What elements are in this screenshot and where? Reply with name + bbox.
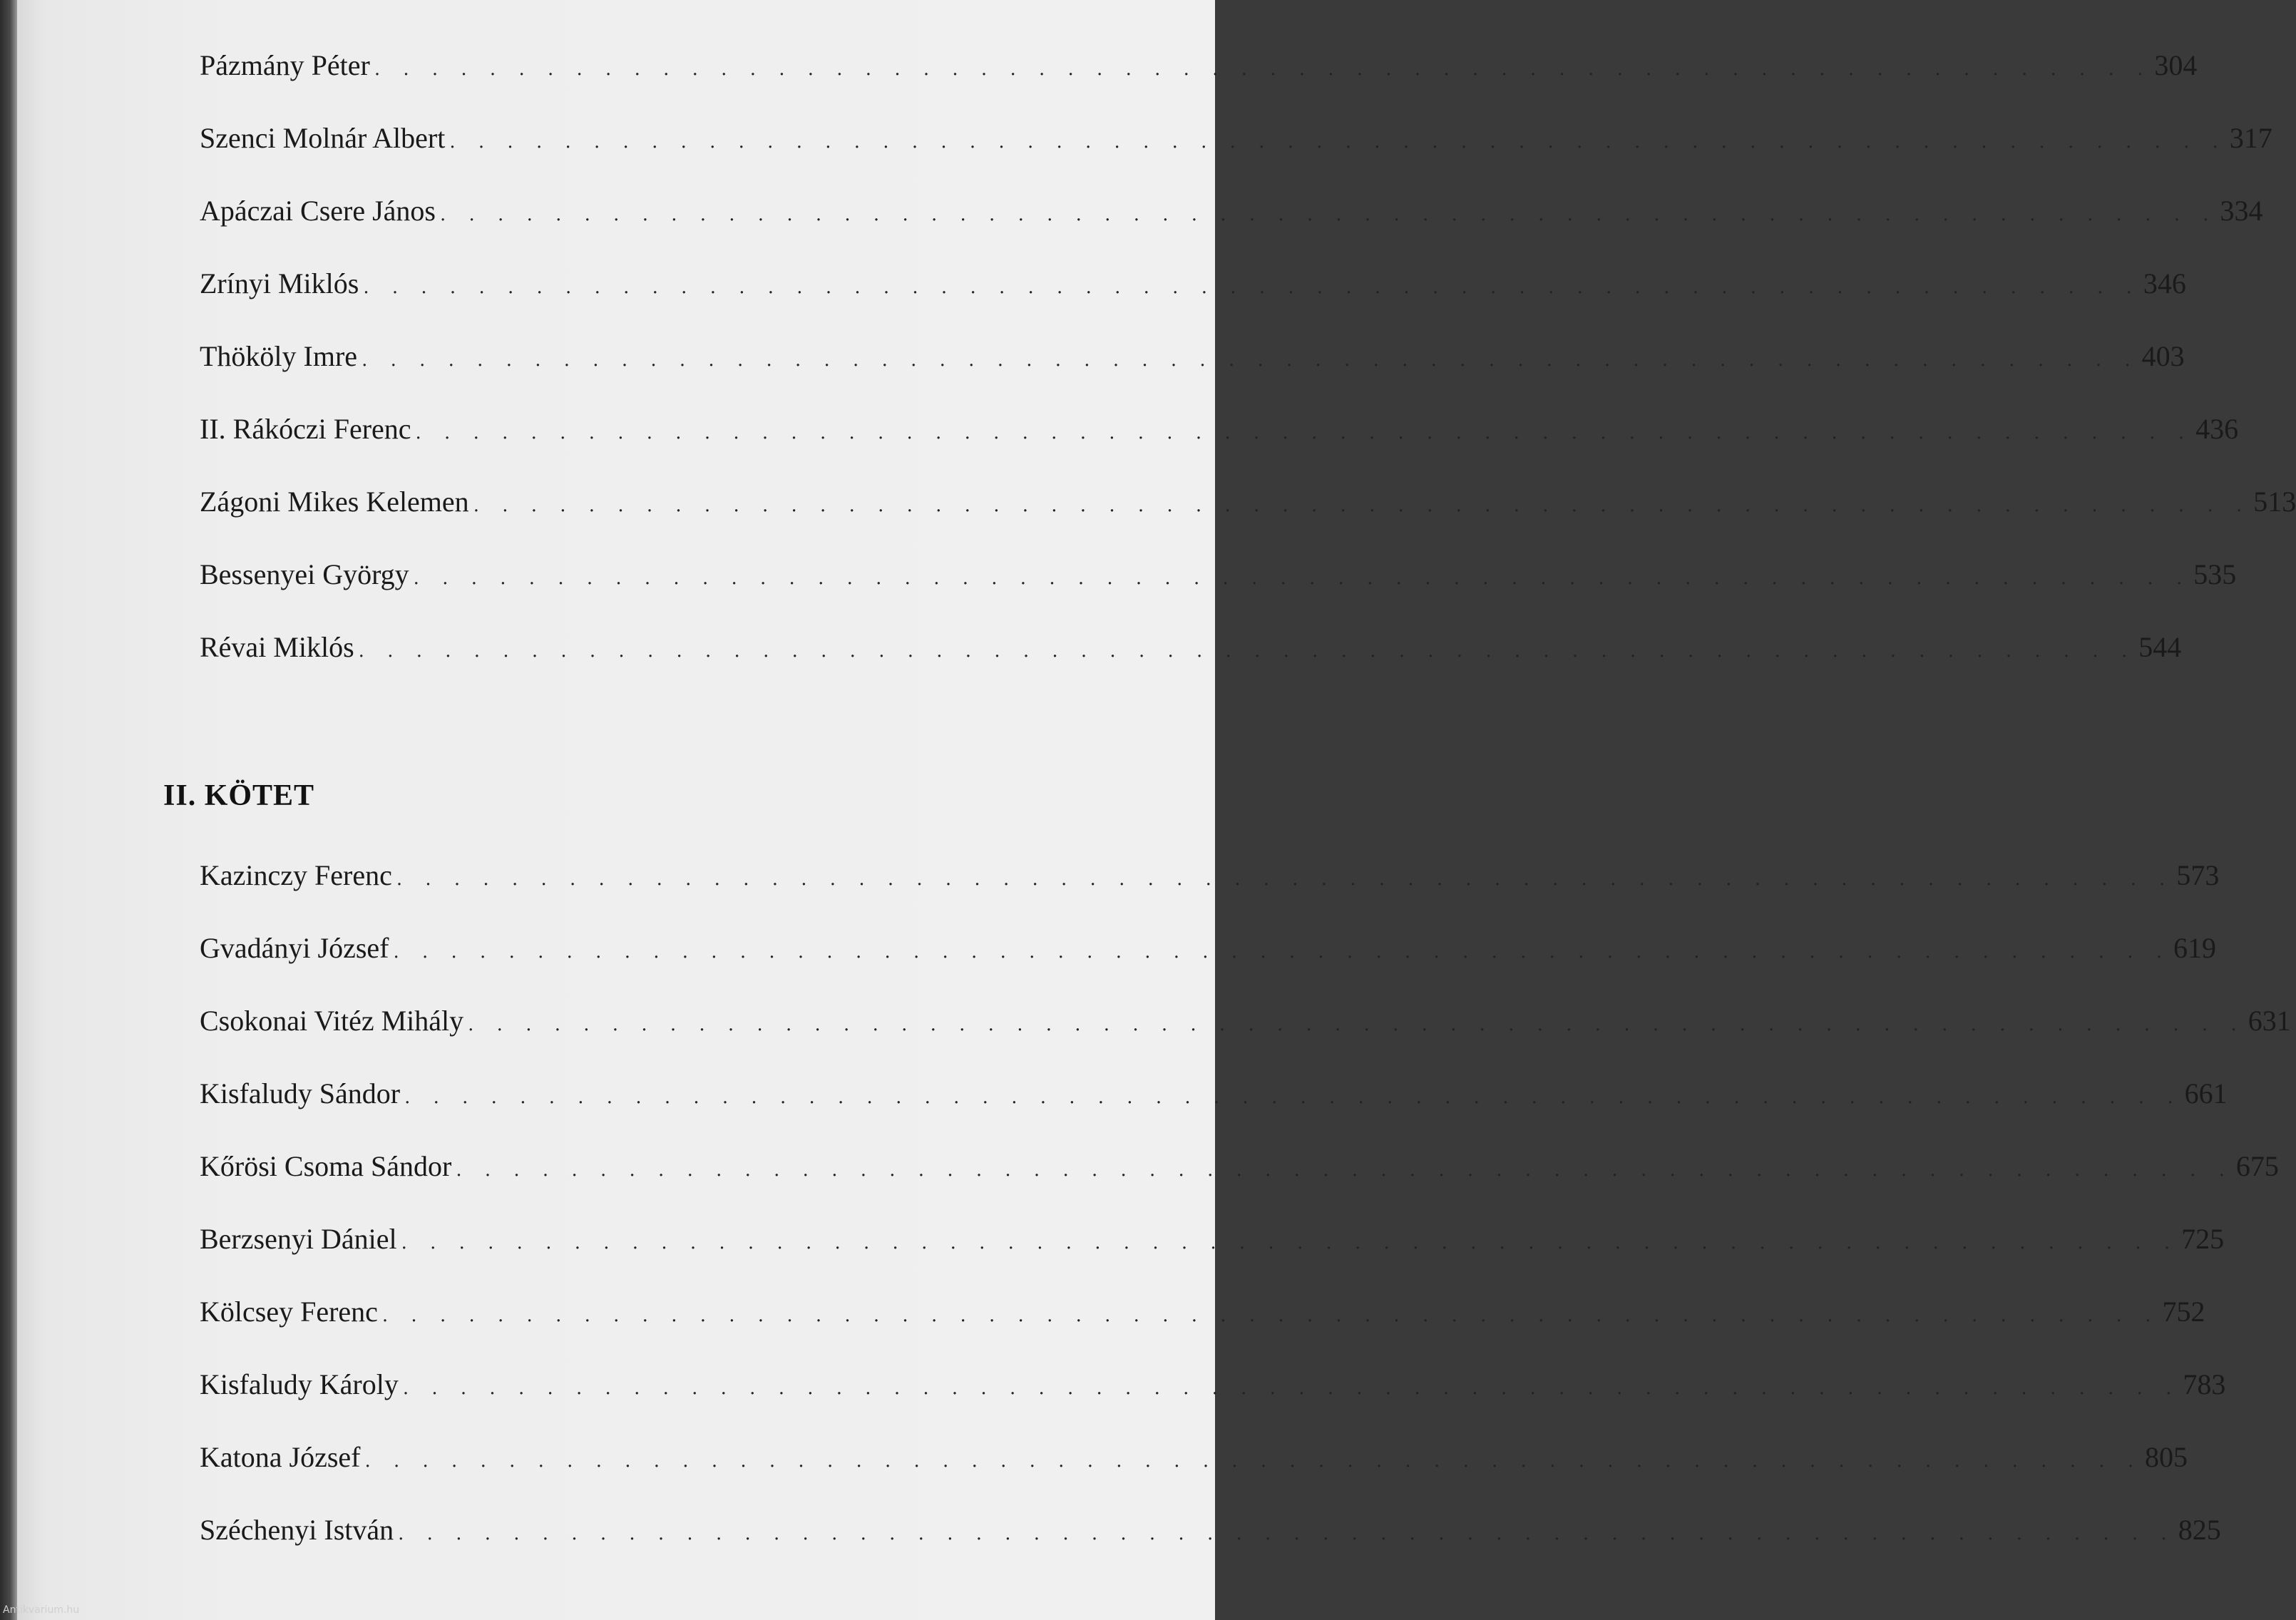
toc-dot-leader: . . . . . . . . . . . . . . . . . . . . . . . . . . . . . . . . . . . . . . . . . . . . . . . . . . . . . . . . . . . . . . xyxy=(449,131,2227,153)
toc-entry xyxy=(200,194,2263,240)
toc-dot-leader: . . . . . . . . . . . . . . . . . . . . . . . . . . . . . . . . . . . . . . . . . . . . . . . . . . . . . . . . . . . . . . xyxy=(468,1014,2245,1035)
toc-dot-leader: . . . . . . . . . . . . . . . . . . . . . . . . . . . . . . . . . . . . . . . . . . . . . . . . . . . . . . . . . . . . . . xyxy=(374,58,2152,80)
toc-entry-page: 304 xyxy=(2154,49,2198,81)
toc-entry-page: 619 xyxy=(2173,932,2217,964)
toc-entry-title: Apáczai Csere János xyxy=(200,195,436,227)
toc-entry-title: Berzsenyi Dániel xyxy=(200,1223,397,1255)
toc-entry-title: Gvadányi József xyxy=(200,932,389,964)
toc-entry-page: 725 xyxy=(2181,1223,2225,1255)
toc-entry-title: Katona József xyxy=(200,1441,361,1473)
toc-entry xyxy=(200,1222,2225,1268)
toc-entry-page: 334 xyxy=(2220,195,2263,227)
toc-entry xyxy=(200,630,2182,676)
toc-dot-leader: . . . . . . . . . . . . . . . . . . . . . . . . . . . . . . . . . . . . . . . . . . . . . . . . . . . . . . . . . . . . . . xyxy=(401,1232,2179,1254)
toc-dot-leader: . . . . . . . . . . . . . . . . . . . . . . . . . . . . . . . . . . . . . . . . . . . . . . . . . . . . . . . . . . . . . . xyxy=(398,1523,2175,1544)
toc-dot-leader: . . . . . . . . . . . . . . . . . . . . . . . . . . . . . . . . . . . . . . . . . . . . . . . . . . . . . . . . . . . . . . xyxy=(381,1305,2160,1326)
toc-entry xyxy=(200,412,2239,458)
toc-entry xyxy=(200,1004,2291,1050)
toc-entry-title: Kisfaludy Károly xyxy=(200,1368,399,1400)
toc-entry-page: 805 xyxy=(2145,1441,2188,1473)
toc-entry xyxy=(200,1440,2188,1486)
toc-dot-leader: . . . . . . . . . . . . . . . . . . . . . . . . . . . . . . . . . . . . . . . . . . . . . . . . . . . . . . . . . . . . . . xyxy=(393,941,2171,963)
toc-dot-leader: . . . . . . . . . . . . . . . . . . . . . . . . . . . . . . . . . . . . . . . . . . . . . . . . . . . . . . . . . . . . . . xyxy=(363,277,2141,298)
toc-entry-page: 544 xyxy=(2138,631,2182,663)
toc-entry-title: Kisfaludy Sándor xyxy=(200,1077,401,1109)
toc-entry-title: Széchenyi István xyxy=(200,1514,394,1546)
toc-entry xyxy=(200,1295,2205,1340)
toc-entry-page: 752 xyxy=(2162,1296,2205,1328)
toc-entry xyxy=(200,485,2296,530)
toc-dot-leader: . . . . . . . . . . . . . . . . . . . . . . . . . . . . . . . . . . . . . . . . . . . . . . . . . . . . . . . . . . . . . . xyxy=(415,422,2193,444)
toc-dot-leader: . . . . . . . . . . . . . . . . . . . . . . . . . . . . . . . . . . . . . . . . . . . . . . . . . . . . . . . . . . . . . . xyxy=(413,568,2191,589)
toc-entry-page: 346 xyxy=(2143,267,2186,299)
toc-entry xyxy=(200,267,2186,312)
toc-entry-title: Kőrösi Csoma Sándor xyxy=(200,1150,452,1182)
toc-entry xyxy=(200,931,2217,977)
toc-dot-leader: . . . . . . . . . . . . . . . . . . . . . . . . . . . . . . . . . . . . . . . . . . . . . . . . . . . . . . . . . . . . . . xyxy=(473,495,2251,516)
toc-entry-page: 825 xyxy=(2178,1514,2221,1546)
toc-entry xyxy=(200,858,2220,904)
toc-entry-title: Kazinczy Ferenc xyxy=(200,859,392,891)
toc-entry-page: 675 xyxy=(2235,1150,2279,1182)
toc-entry xyxy=(200,1368,2226,1413)
toc-entry-page: 573 xyxy=(2176,859,2220,891)
watermark: Antikvarium.hu xyxy=(3,1604,80,1616)
toc-dot-leader: . . . . . . . . . . . . . . . . . . . . . . . . . . . . . . . . . . . . . . . . . . . . . . . . . . . . . . . . . . . . . . xyxy=(439,204,2218,225)
toc-entry-title: Csokonai Vitéz Mihály xyxy=(200,1005,464,1037)
toc-entry-title: Szenci Molnár Albert xyxy=(200,122,446,154)
toc-entry-title: Kölcsey Ferenc xyxy=(200,1296,378,1328)
toc-dot-leader: . . . . . . . . . . . . . . . . . . . . . . . . . . . . . . . . . . . . . . . . . . . . . . . . . . . . . . . . . . . . . . xyxy=(358,640,2136,662)
toc-entry-page: 783 xyxy=(2183,1368,2226,1400)
toc-entry xyxy=(200,558,2237,603)
toc-dot-leader: . . . . . . . . . . . . . . . . . . . . . . . . . . . . . . . . . . . . . . . . . . . . . . . . . . . . . . . . . . . . . . xyxy=(364,1450,2143,1472)
toc-entry-title: Zágoni Mikes Kelemen xyxy=(200,486,469,518)
toc-entry-page: 535 xyxy=(2193,558,2237,590)
toc-entry-page: 631 xyxy=(2248,1005,2291,1037)
toc-entry-page: 317 xyxy=(2229,122,2272,154)
toc-dot-leader: . . . . . . . . . . . . . . . . . . . . . . . . . . . . . . . . . . . . . . . . . . . . . . . . . . . . . . . . . . . . . . xyxy=(362,349,2139,371)
toc-dot-leader: . . . . . . . . . . . . . . . . . . . . . . . . . . . . . . . . . . . . . . . . . . . . . . . . . . . . . . . . . . . . . . xyxy=(456,1159,2233,1181)
toc-entry-title: Thököly Imre xyxy=(200,340,358,372)
toc-entry xyxy=(200,1149,2279,1195)
toc-entry-title: Révai Miklós xyxy=(200,631,354,663)
page-edge-shadow xyxy=(0,0,17,1620)
section-heading: II. KÖTET xyxy=(163,779,315,812)
toc-dot-leader: . . . . . . . . . . . . . . . . . . . . . . . . . . . . . . . . . . . . . . . . . . . . . . . . . . . . . . . . . . . . . . xyxy=(404,1087,2182,1108)
toc-entry xyxy=(200,48,2198,94)
toc-dot-leader: . . . . . . . . . . . . . . . . . . . . . . . . . . . . . . . . . . . . . . . . . . . . . . . . . . . . . . . . . . . . . . xyxy=(402,1378,2180,1399)
toc-entry xyxy=(200,339,2185,385)
toc-entry-title: Zrínyi Miklós xyxy=(200,267,359,299)
toc-entry-page: 436 xyxy=(2195,413,2239,445)
toc-entry-title: Bessenyei György xyxy=(200,558,409,590)
toc-entry-page: 513 xyxy=(2253,486,2296,518)
toc-entry-title: Pázmány Péter xyxy=(200,49,370,81)
toc-entry-page: 403 xyxy=(2141,340,2185,372)
book-page xyxy=(17,0,2296,1620)
toc-entry xyxy=(200,1077,2228,1122)
toc-entry-title: II. Rákóczi Ferenc xyxy=(200,413,411,445)
toc-entry-page: 661 xyxy=(2184,1077,2228,1109)
toc-entry xyxy=(200,1513,2221,1559)
toc-entry xyxy=(200,121,2272,167)
toc-dot-leader: . . . . . . . . . . . . . . . . . . . . . . . . . . . . . . . . . . . . . . . . . . . . . . . . . . . . . . . . . . . . . . xyxy=(396,868,2174,890)
